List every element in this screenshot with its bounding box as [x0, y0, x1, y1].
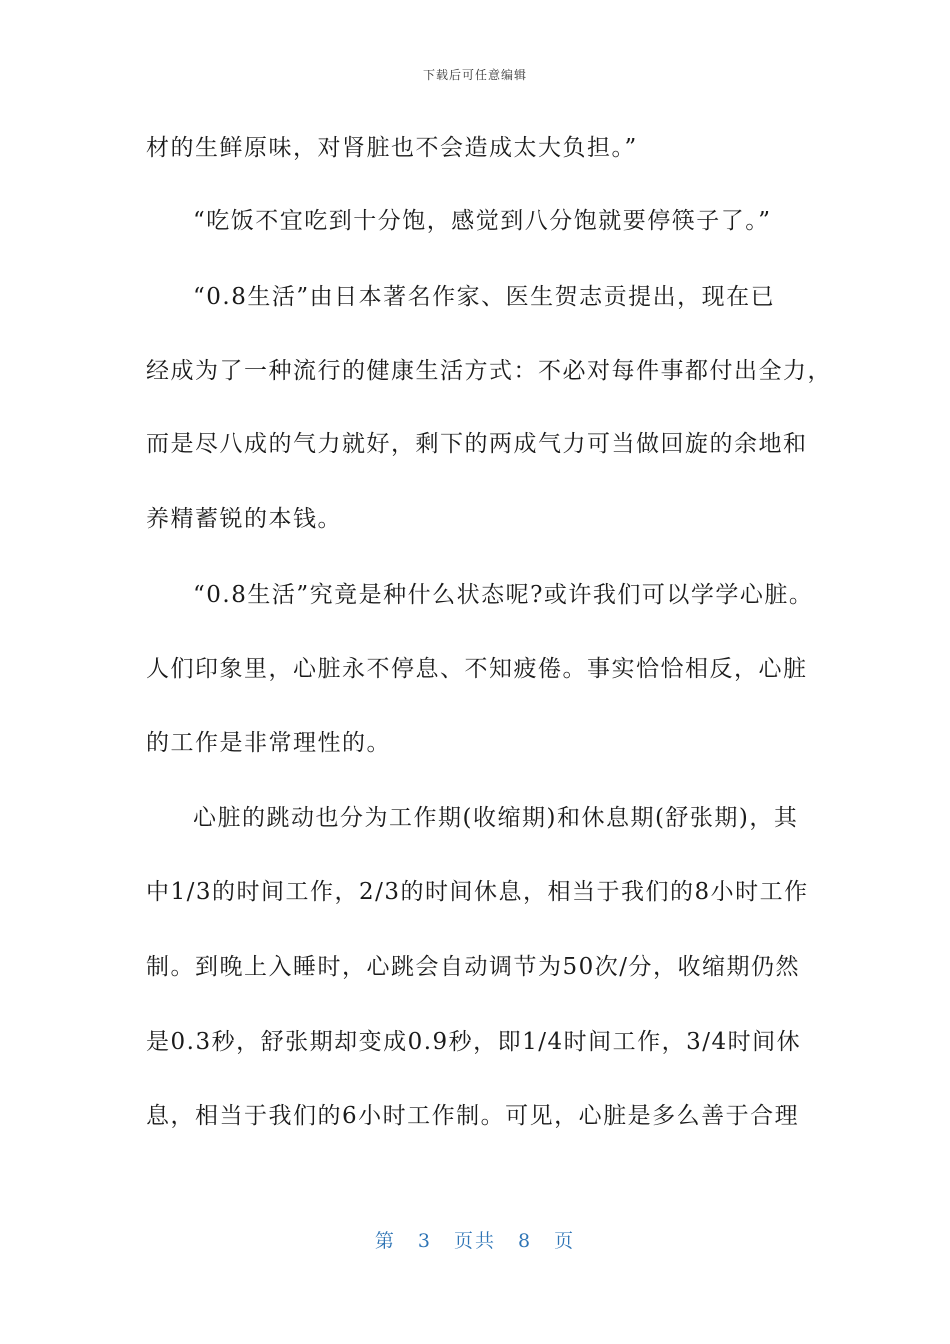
body-line: 经成为了一种流行的健康生活方式：不必对每件事都付出全力， — [146, 358, 832, 384]
body-line: 中1/3的时间工作，2/3的时间休息，相当于我们的8小时工作 — [146, 879, 809, 905]
body-line: 而是尽八成的气力就好，剩下的两成气力可当做回旋的余地和 — [146, 431, 808, 457]
body-line: “0.8生活”由日本著名作家、医生贺志贡提出，现在已 — [193, 284, 776, 310]
body-line: “吃饭不宜吃到十分饱，感觉到八分饱就要停筷子了。” — [193, 208, 772, 234]
body-line: 制。到晚上入睡时，心跳会自动调节为50次/分，收缩期仍然 — [146, 954, 801, 980]
page-number-footer: 第 3 页共 8 页 — [374, 1230, 576, 1252]
body-line: “0.8生活”究竟是种什么状态呢?或许我们可以学学心脏。 — [193, 582, 814, 608]
body-line: 人们印象里，心脏永不停息、不知疲倦。事实恰恰相反，心脏 — [146, 656, 808, 682]
body-line: 息，相当于我们的6小时工作制。可见，心脏是多么善于合理 — [146, 1103, 800, 1129]
page-header-note: 下载后可任意编辑 — [422, 68, 527, 82]
body-line: 的工作是非常理性的。 — [146, 730, 391, 756]
body-line: 材的生鲜原味，对肾脏也不会造成太大负担。” — [146, 135, 638, 161]
body-line: 是0.3秒，舒张期却变成0.9秒，即1/4时间工作，3/4时间休 — [146, 1029, 802, 1055]
body-line: 养精蓄锐的本钱。 — [146, 506, 342, 532]
body-line: 心脏的跳动也分为工作期(收缩期)和休息期(舒张期)，其 — [193, 805, 799, 831]
